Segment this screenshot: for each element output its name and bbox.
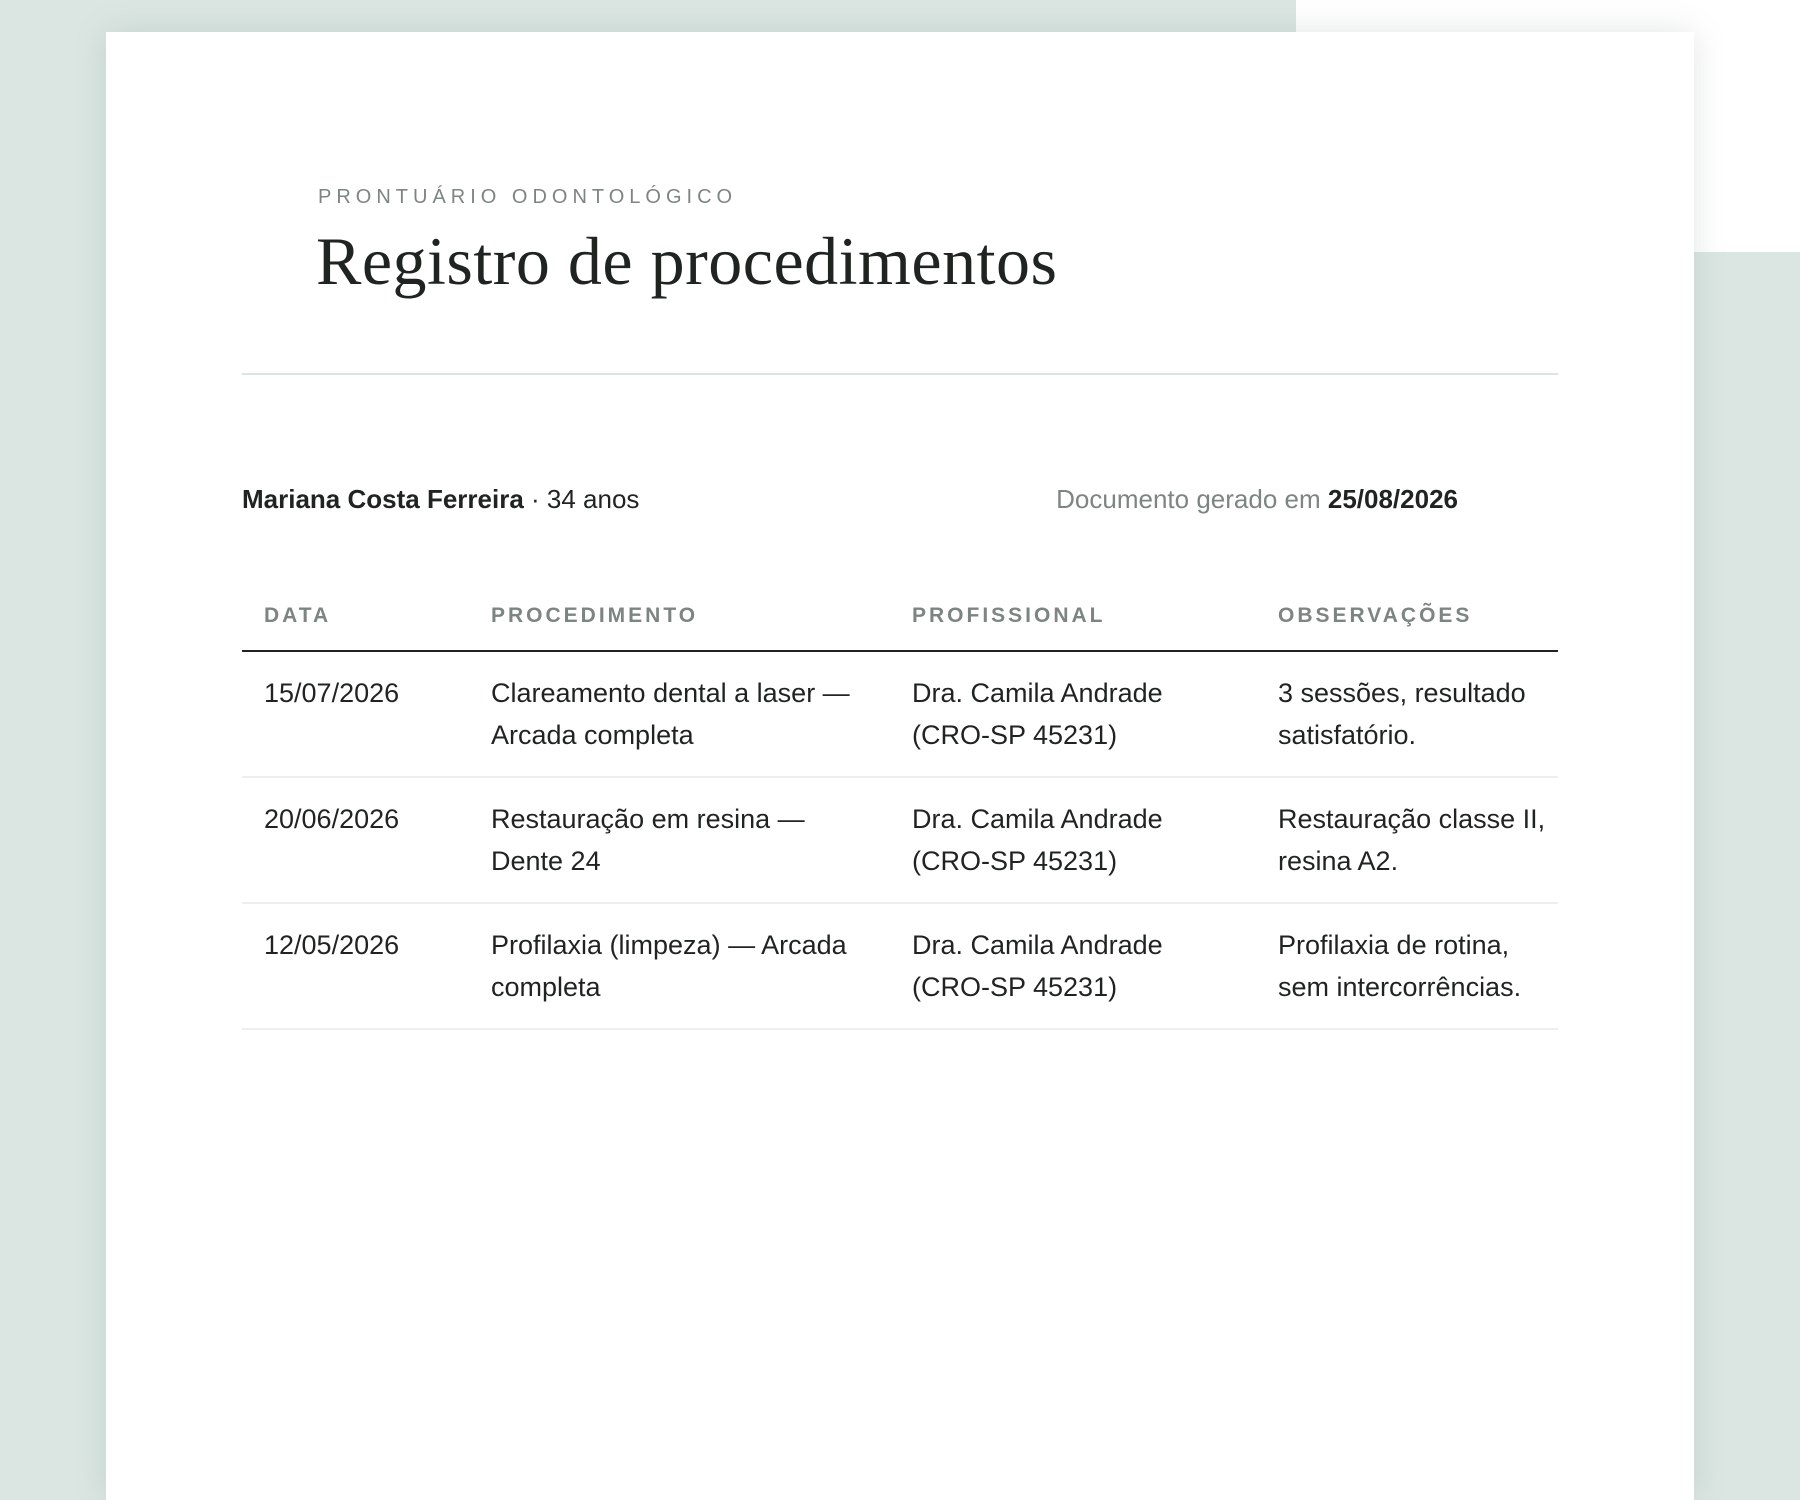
- cell-procedure: Profilaxia (limpeza) — Arcada completa: [469, 903, 890, 1029]
- cell-date: 15/07/2026: [242, 651, 469, 777]
- page-title: Registro de procedimentos: [316, 223, 1058, 299]
- table-row: [242, 903, 1558, 1029]
- header-divider: [242, 373, 1558, 375]
- generated-label: Documento gerado em: [1056, 484, 1328, 514]
- table-row: [242, 651, 1558, 777]
- cell-date: 12/05/2026: [242, 903, 469, 1029]
- patient-info: [242, 484, 639, 515]
- document-page: [106, 32, 1694, 1500]
- cell-procedure: Restauração em resina — Dente 24: [469, 777, 890, 903]
- column-header-procedure: PROCEDIMENTO: [469, 582, 890, 651]
- cell-notes: Profilaxia de rotina, sem intercorrências.: [1256, 903, 1558, 1029]
- column-header-notes: OBSERVAÇÕES: [1256, 582, 1558, 651]
- table-header-row: [242, 582, 1558, 651]
- cell-professional: Dra. Camila Andrade (CRO-SP 45231): [890, 651, 1256, 777]
- generated-date: 25/08/2026: [1327, 484, 1458, 514]
- background-band-top: [0, 0, 1296, 32]
- cell-notes: Restauração classe II, resina A2.: [1256, 777, 1558, 903]
- patient-name: Mariana Costa Ferreira: [242, 484, 524, 514]
- table-row: [242, 777, 1558, 903]
- cell-notes: 3 sessões, resultado satisfatório.: [1256, 651, 1558, 777]
- cell-date: 20/06/2026: [242, 777, 469, 903]
- background-band-right: [1694, 252, 1800, 1500]
- generated-info: [1056, 484, 1458, 515]
- cell-procedure: Clareamento dental a laser — Arcada completa: [469, 651, 890, 777]
- background-band-left: [0, 0, 106, 1500]
- cell-professional: Dra. Camila Andrade (CRO-SP 45231): [890, 777, 1256, 903]
- column-header-date: DATA: [242, 582, 469, 651]
- document-eyebrow: PRONTUÁRIO ODONTOLÓGICO: [318, 186, 738, 208]
- column-header-professional: PROFISSIONAL: [890, 582, 1256, 651]
- patient-age: · 34 anos: [523, 484, 640, 514]
- procedures-table: [242, 582, 1558, 1030]
- cell-professional: Dra. Camila Andrade (CRO-SP 45231): [890, 903, 1256, 1029]
